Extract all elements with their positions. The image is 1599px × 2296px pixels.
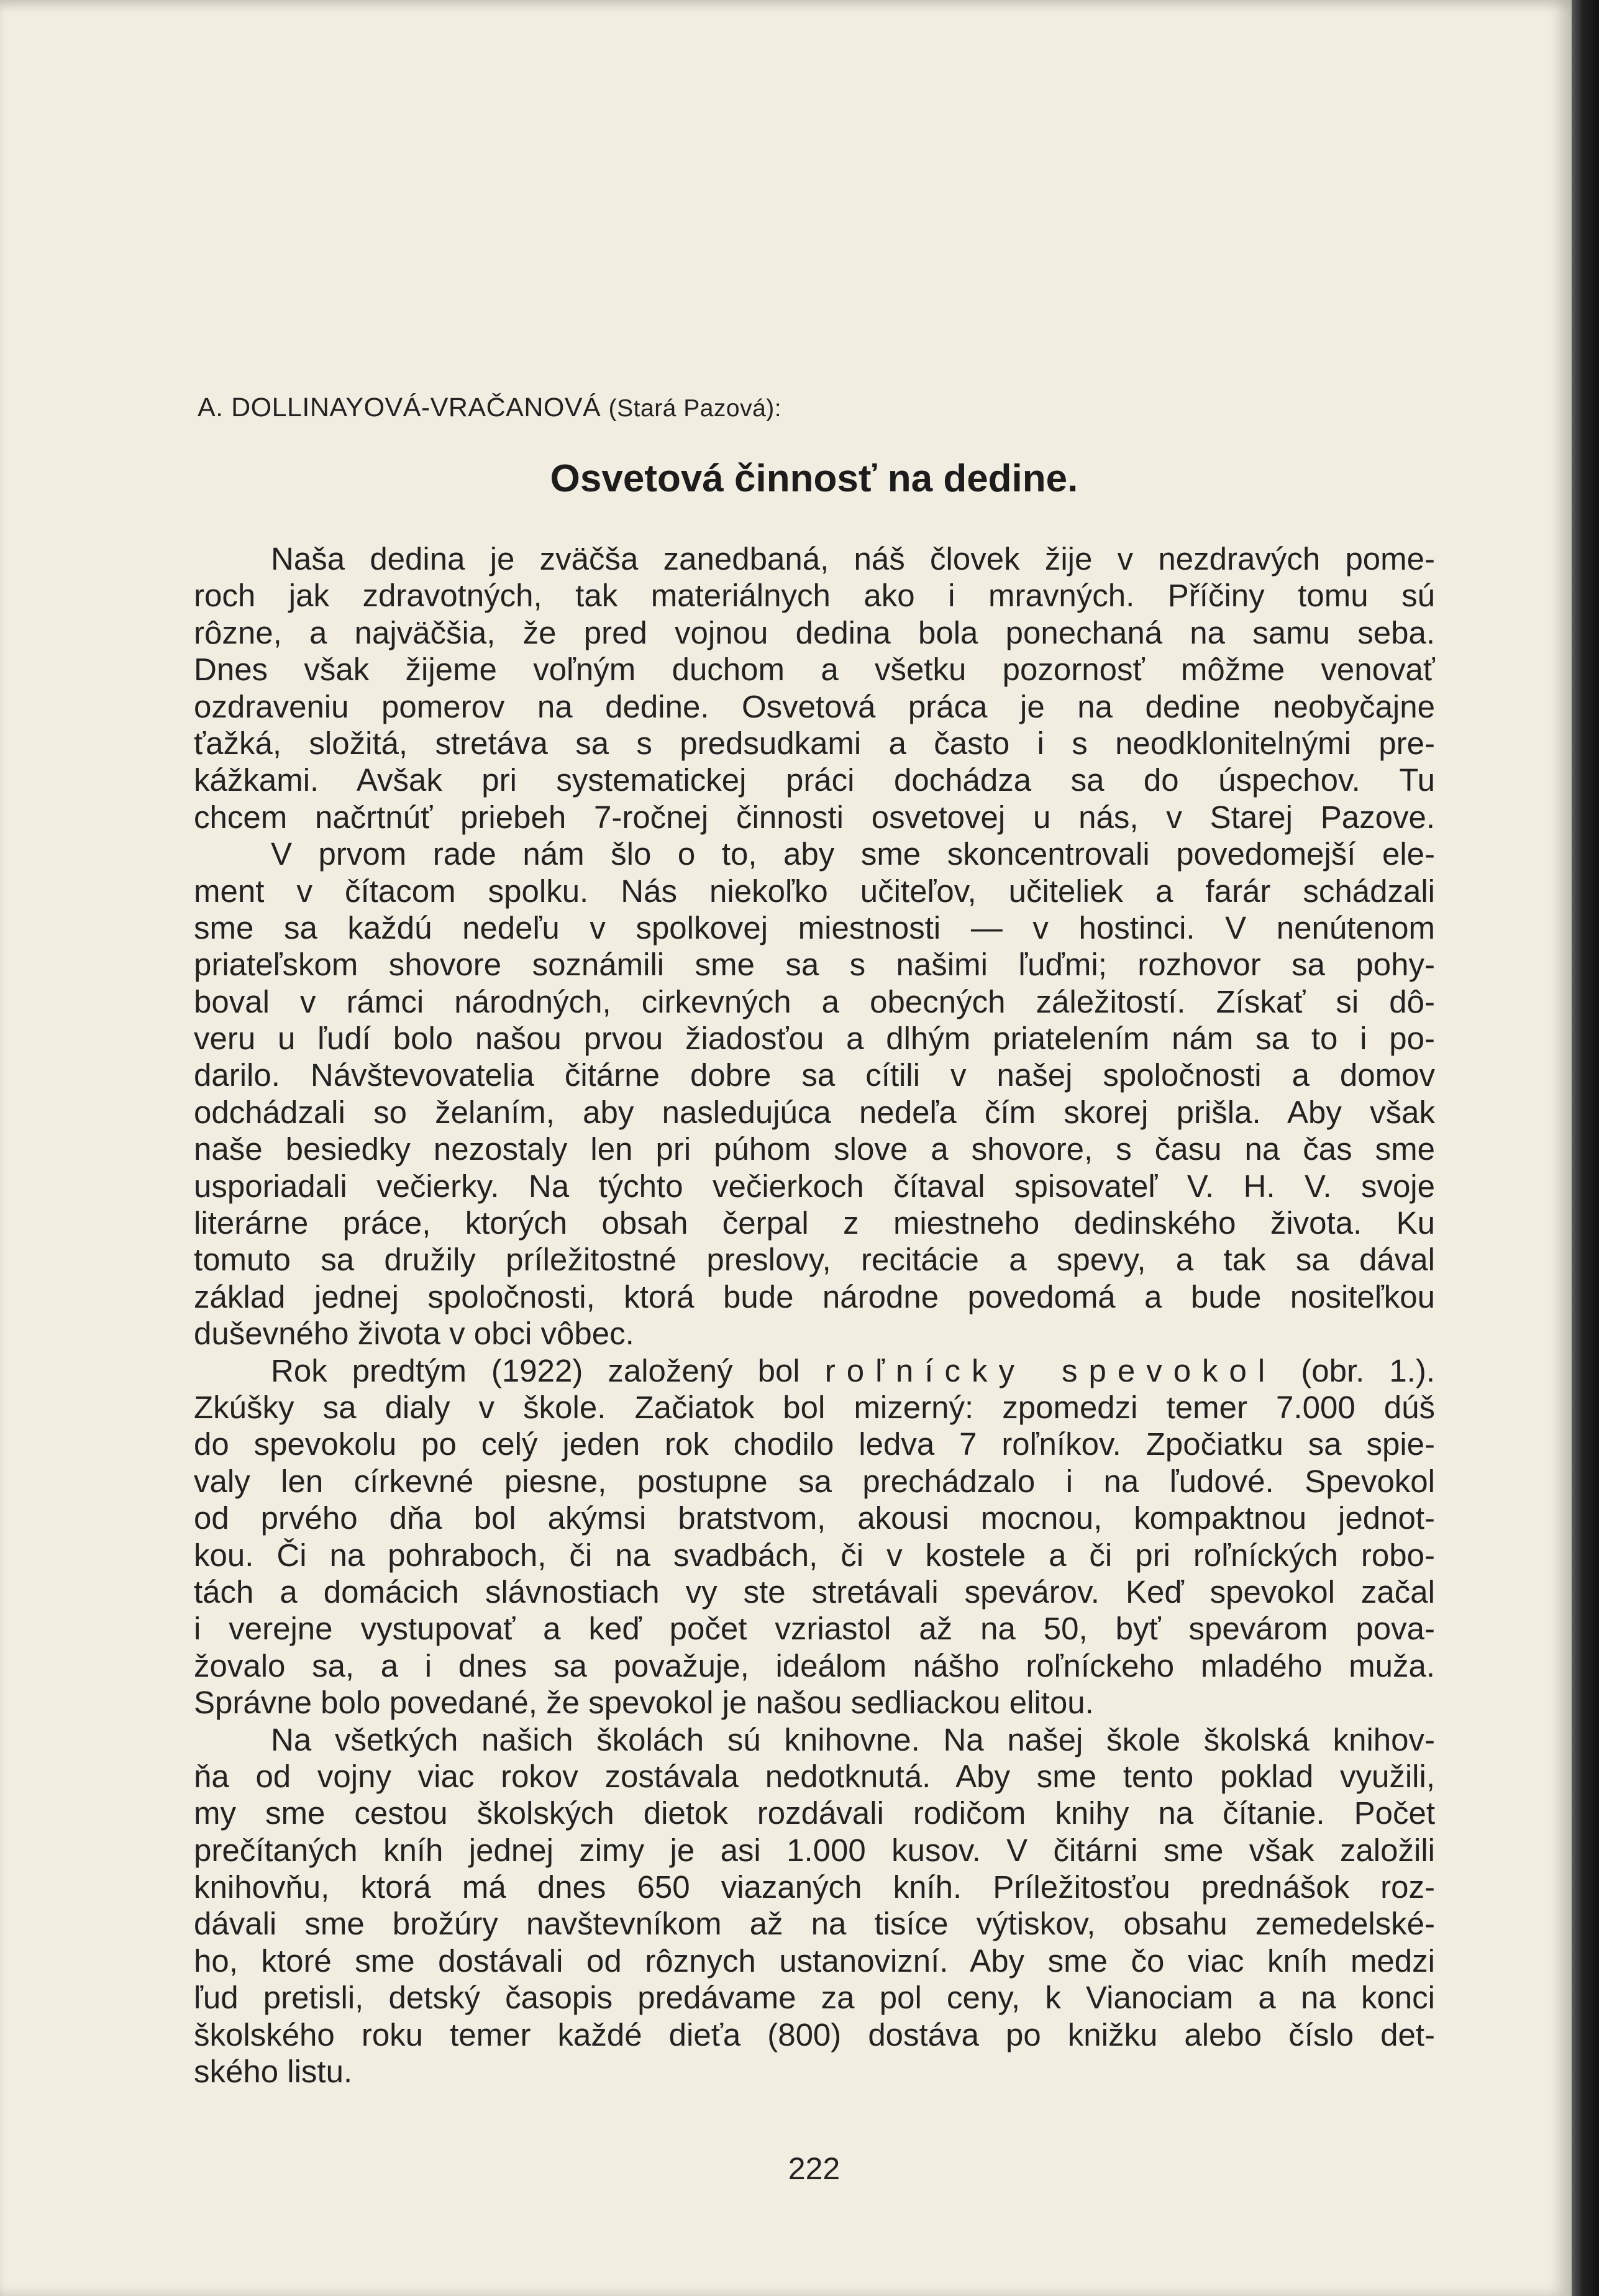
text-line: literárne práce, ktorých obsah čerpal z miestneho dedinského života. Ku — [194, 1205, 1435, 1241]
text-line: ho, ktoré sme dostávali od rôznych ustanovizní. Aby sme čo viac kníh medzi — [194, 1943, 1435, 1979]
text-line: dávali sme brožúry navštevníkom až na tisíce výtiskov, obsahu zemedelské- — [194, 1906, 1435, 1942]
text-line: ment v čítacom spolku. Nás niekoľko učiteľov, učiteliek a farár schádzali — [194, 873, 1435, 909]
text-line: tách a domácich slávnostiach vy ste stretávali spevárov. Keď spevokol začal — [194, 1574, 1435, 1610]
text-line — [194, 1352, 1435, 1389]
text-line: kážkami. Avšak pri systematickej práci dochádza sa do úspechov. Tu — [194, 762, 1435, 798]
author-name: A. DOLLINAYOVÁ-VRAČANOVÁ — [198, 393, 601, 422]
text-line: kou. Či na pohraboch, či na svadbách, či v kostele a či pri roľníckých robo- — [194, 1537, 1435, 1573]
text-line: boval v rámci národných, cirkevných a obecných záležitostí. Získať si dô- — [194, 983, 1435, 1019]
text-line: roch jak zdravotných, tak materiálnych ako i mravných. Příčiny tomu sú — [194, 578, 1435, 614]
text-line: Zkúšky sa dialy v škole. Začiatok bol mizerný: zpomedzi temer 7.000 dúš — [194, 1389, 1435, 1425]
text-line: ľud pretisli, detský časopis predávame za pol ceny, k Vianociam a na konci — [194, 1980, 1435, 2016]
text-line: sme sa každú nedeľu v spolkovej miestnosti — v hostinci. V nenútenom — [194, 909, 1435, 945]
text-fragment: (obr. 1.). — [1301, 1352, 1435, 1388]
text-line: ťažká, složitá, stretáva sa s predsudkami a často i s neodklonitelnými pre- — [194, 725, 1435, 761]
text-line: chcem načrtnúť priebeh 7-ročnej činnosti osvetovej u nás, v Starej Pazove. — [194, 799, 1435, 835]
text-line: Naša dedina je zväčša zanedbaná, náš človek žije v nezdravých pome- — [271, 541, 1435, 576]
article-title: Osvetová činnosť na dedine. — [550, 457, 1078, 500]
text-line: žovalo sa, a i dnes sa považuje, ideálom nášho roľníckeho mladého muža. — [194, 1647, 1435, 1683]
text-line: školského roku temer každé dieťa (800) dostáva po knižku alebo číslo det- — [194, 2016, 1435, 2052]
text-fragment: Rok predtým (1922) založený bol — [271, 1352, 800, 1388]
text-line: tomuto sa družily príležitostné preslovy, recitácie a spevy, a tak sa dával — [194, 1242, 1435, 1278]
text-line: usporiadali večierky. Na týchto večierkoch čítaval spisovateľ V. H. V. svoje — [194, 1168, 1435, 1204]
text-line: ozdraveniu pomerov na dedine. Osvetová práca je na dedine neobyčajne — [194, 688, 1435, 724]
text-line: prečítaných kníh jednej zimy je asi 1.000 kusov. V čitárni sme však založili — [194, 1832, 1435, 1868]
text-line: Na všetkých našich školách sú knihovne. Na našej škole školská knihov- — [271, 1721, 1435, 1757]
text-line: veru u ľudí bolo našou prvou žiadosťou a dlhým priatelením nám sa to i po- — [194, 1021, 1435, 1057]
text-line: rôzne, a najväčšia, že pred vojnou dedina bola ponechaná na samu seba. — [194, 614, 1435, 650]
book-edge — [1572, 0, 1599, 2296]
text-line: darilo. Návštevovatelia čitárne dobre sa cítili v našej spoločnosti a domov — [194, 1057, 1435, 1093]
text-line: i verejne vystupovať a keď počet vzriastol až na 50, byť spevárom pova- — [194, 1611, 1435, 1647]
text-line: priateľskom shovore soznámili sme sa s našimi ľuďmi; rozhovor sa pohy- — [194, 947, 1435, 983]
text-line: valy len církevné piesne, postupne sa prechádzalo i na ľudové. Spevokol — [194, 1463, 1435, 1499]
text-line: Správne bolo povedané, že spevokol je našou sedliackou elitou. — [194, 1685, 1094, 1721]
author-byline — [198, 393, 1390, 423]
text-line: ského listu. — [194, 2054, 353, 2090]
text-line: Dnes však žijeme voľným duchom a všetku pozornosť môžme venovať — [194, 652, 1435, 688]
text-line: V prvom rade nám šlo o to, aby sme skoncentrovali povedomejší ele- — [271, 836, 1435, 872]
text-line: odchádzali so želaním, aby nasledujúca nedeľa čím skorej prišla. Aby však — [194, 1094, 1435, 1130]
text-line: my sme cestou školských dietok rozdávali rodičom knihy na čítanie. Počet — [194, 1795, 1435, 1831]
text-line: základ jednej spoločnosti, ktorá bude národne povedomá a bude nositeľkou — [194, 1278, 1435, 1314]
text-line: ňa od vojny viac rokov zostávala nedotknutá. Aby sme tento poklad využili, — [194, 1758, 1435, 1794]
text-line: duševného života v obci vôbec. — [194, 1316, 634, 1352]
text-line: naše besiedky nezostaly len pri púhom slove a shovore, s času na čas sme — [194, 1131, 1435, 1167]
text-line: knihovňu, ktorá má dnes 650 viazaných kníh. Príležitosťou prednášok roz- — [194, 1869, 1435, 1905]
emphasized-term: roľnícky spevokol — [824, 1352, 1277, 1388]
page-number: 222 — [788, 2151, 840, 2186]
text-line: od prvého dňa bol akýmsi bratstvom, akousi mocnou, kompaktnou jednot- — [194, 1500, 1435, 1536]
author-place: (Stará Pazová): — [608, 395, 782, 422]
text-line: do spevokolu po celý jeden rok chodilo ledva 7 roľníkov. Zpočiatku sa spie- — [194, 1426, 1435, 1462]
article-body — [194, 540, 1435, 2090]
